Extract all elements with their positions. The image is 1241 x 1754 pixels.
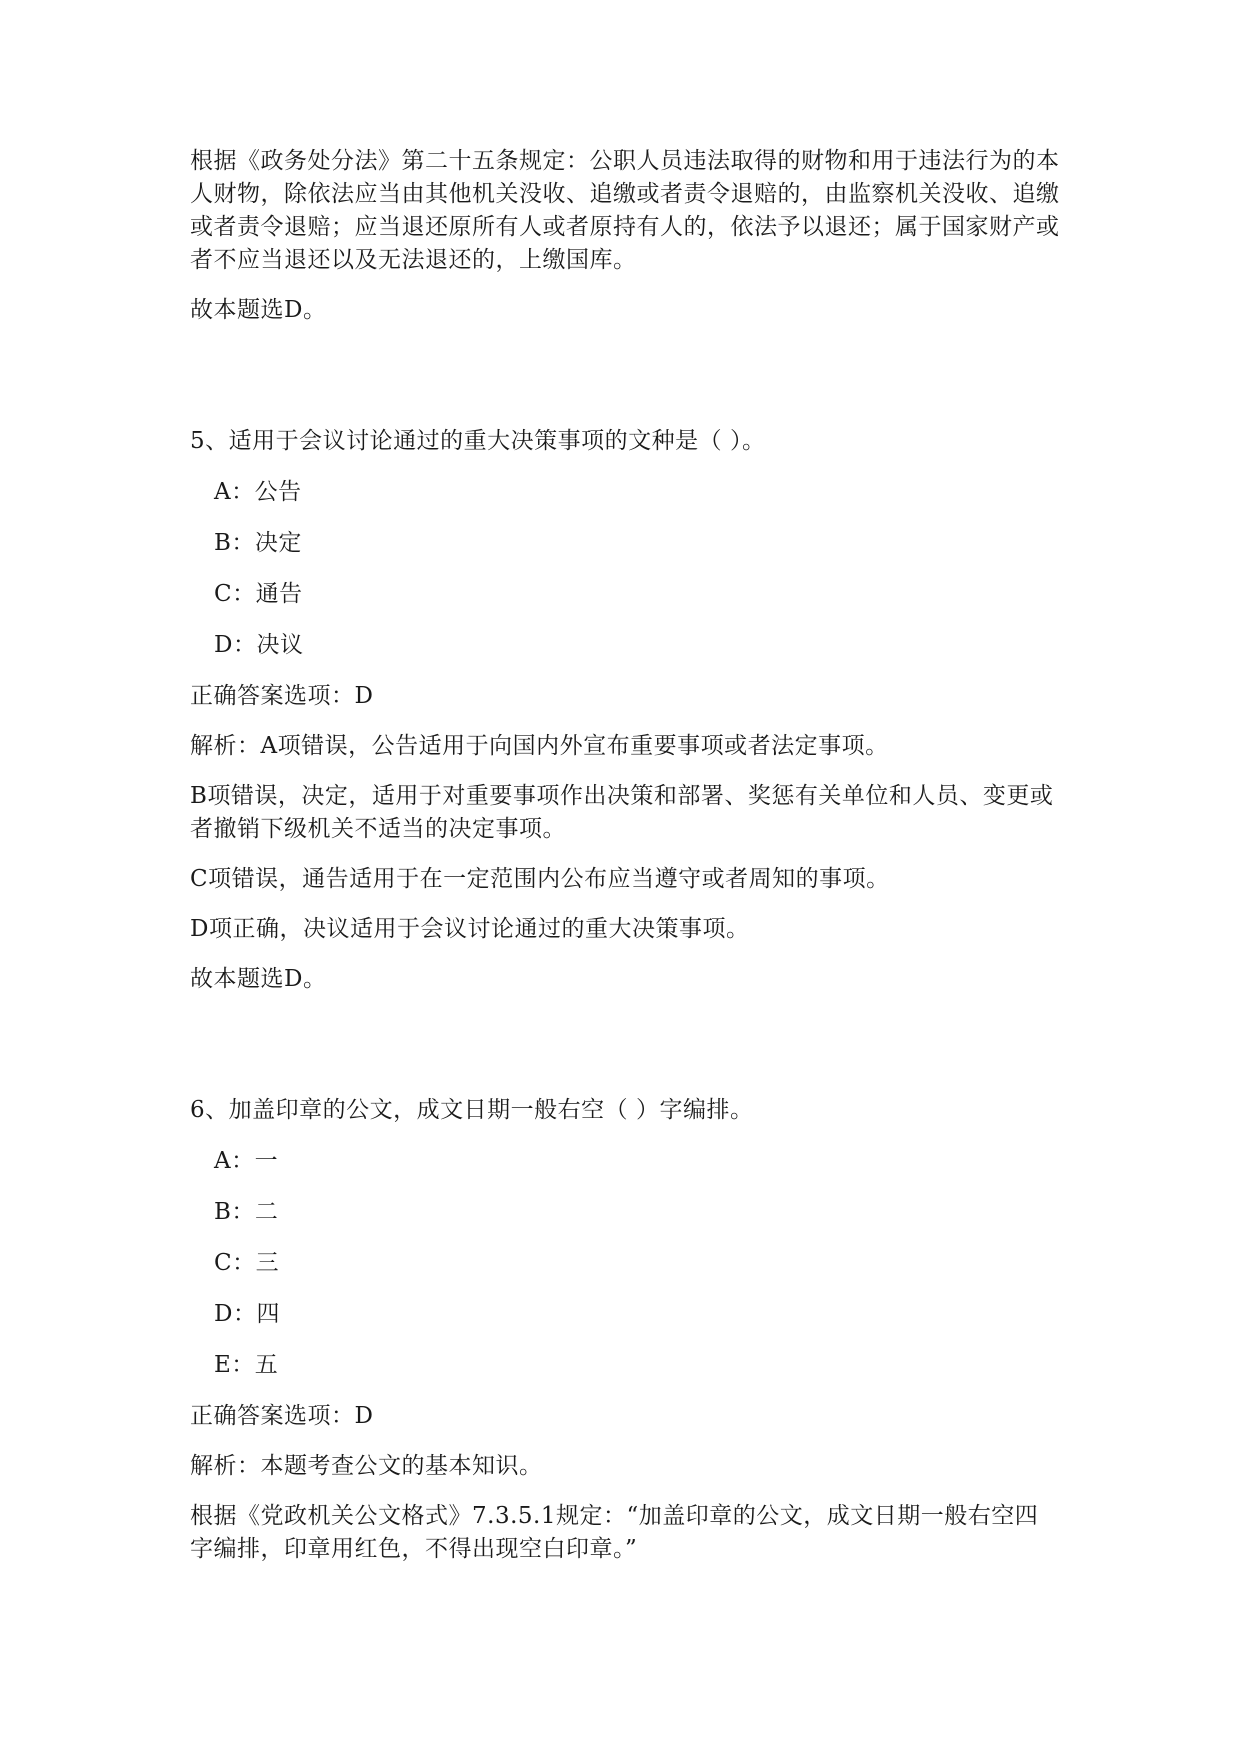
question-6-option-a: A：一 (214, 1148, 279, 1174)
question-6-analysis-1: 解析：本题考查公文的基本知识。 (190, 1453, 543, 1479)
question-5-stem: 5、适用于会议讨论通过的重大决策事项的文种是（ ）。 (190, 428, 766, 454)
intro-paragraph: 根据《政务处分法》第二十五条规定：公职人员违法取得的财物和用于违法行为的本人财物，除依法应当由其他机关没收、追缴或者责令退赔的，由监察机关没收、追缴或者责令退赔；应当退还原所有人或者原持有人的，依法予以退还；属于国家财产或者不应当退还以及无法退还的，上缴国库。 (190, 148, 1060, 273)
question-6-option-d: D：四 (214, 1301, 280, 1327)
question-5-answer: 正确答案选项：D (190, 683, 374, 709)
question-5-option-b: B：决定 (214, 530, 302, 556)
document-page (190, 145, 1060, 1566)
question-5-analysis-3: C项错误，通告适用于在一定范围内公布应当遵守或者周知的事项。 (190, 866, 890, 892)
question-6-analysis-2: 根据《党政机关公文格式》7.3.5.1规定：“加盖印章的公文，成文日期一般右空四字编排，印章用红色，不得出现空白印章。” (190, 1503, 1039, 1562)
question-5-analysis-2: B项错误，决定，适用于对重要事项作出决策和部署、奖惩有关单位和人员、变更或者撤销下级机关不适当的决定事项。 (190, 783, 1054, 842)
question-6-option-c: C：三 (214, 1250, 280, 1276)
question-6-answer: 正确答案选项：D (190, 1403, 374, 1429)
question-5-option-a: A：公告 (214, 479, 302, 505)
question-5-option-c: C：通告 (214, 581, 303, 607)
intro-conclusion: 故本题选D。 (190, 297, 327, 323)
question-5-conclusion: 故本题选D。 (190, 966, 327, 992)
question-6-stem: 6、加盖印章的公文，成文日期一般右空（ ）字编排。 (190, 1097, 754, 1123)
question-5-option-d: D：决议 (214, 632, 304, 658)
question-6-option-b: B：二 (214, 1199, 279, 1225)
question-5-analysis-4: D项正确，决议适用于会议讨论通过的重大决策事项。 (190, 916, 750, 942)
question-6-option-e: E：五 (214, 1352, 279, 1378)
question-5-analysis-1: 解析：A项错误，公告适用于向国内外宣布重要事项或者法定事项。 (190, 733, 889, 759)
